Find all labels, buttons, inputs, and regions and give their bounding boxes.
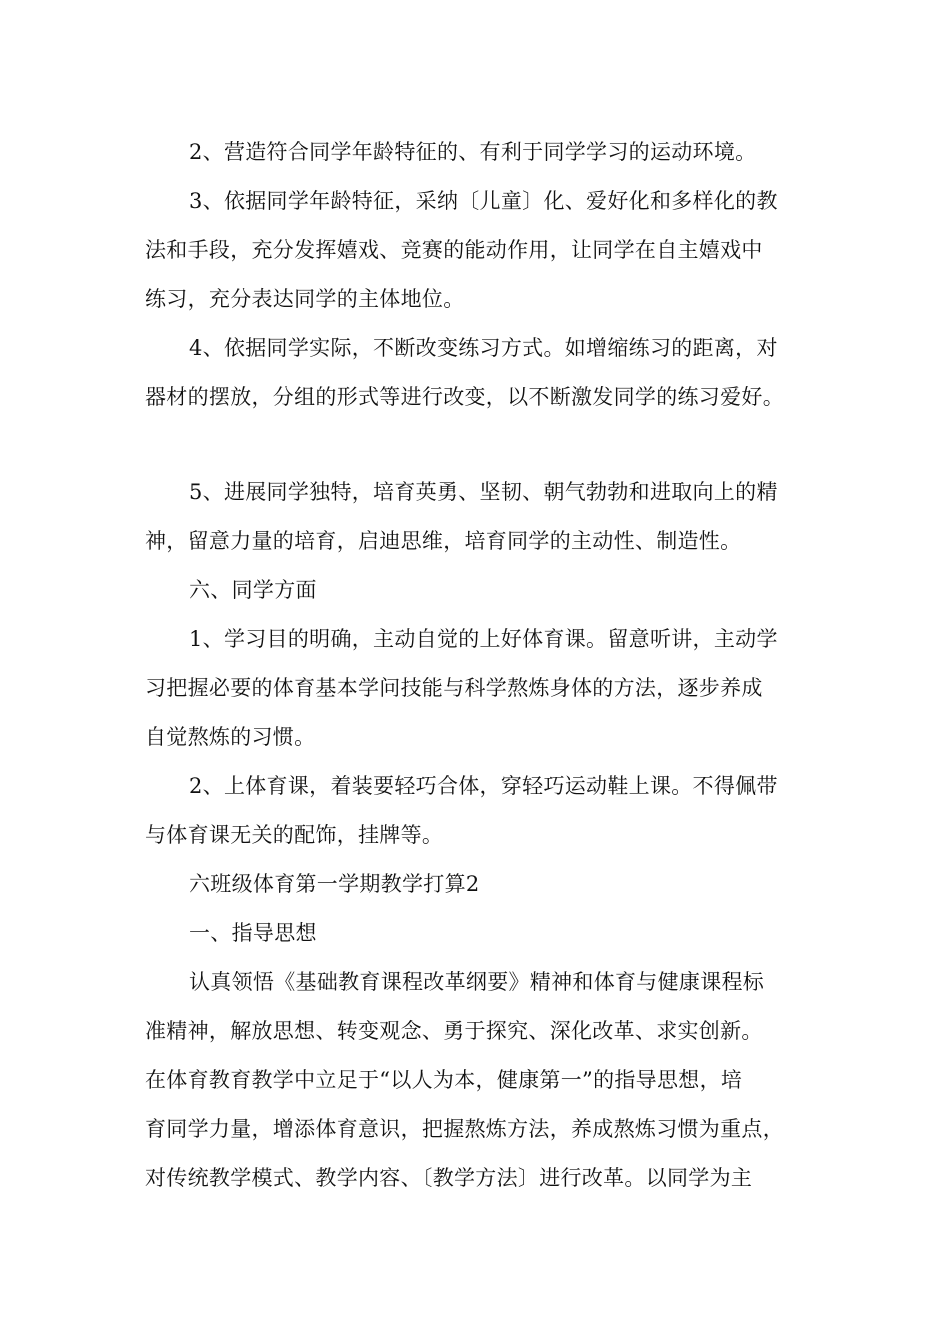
document-title: 六班级体育第一学期教学打算2 <box>189 872 480 896</box>
text-line: 育同学力量，增添体育意识，把握熬炼方法，养成熬炼习惯为重点， <box>145 1117 784 1141</box>
text-line: 对传统教学模式、教学内容、〔教学方法〕进行改革。以同学为主 <box>145 1166 753 1190</box>
paragraph-gap <box>145 422 811 468</box>
text-line: 5、进展同学独特，培育英勇、坚韧、朝气勃勃和进取向上的精 <box>189 480 778 504</box>
text-line: 练习，充分表达同学的主体地位。 <box>145 287 465 311</box>
text-line: 器材的摆放，分组的形式等进行改变，以不断激发同学的练习爱好。 <box>145 385 784 409</box>
text-line: 认真领悟《基础教育课程改革纲要》精神和体育与健康课程标 <box>189 970 765 994</box>
text-line: 习把握必要的体育基本学问技能与科学熬炼身体的方法，逐步养成 <box>145 676 763 700</box>
text-line: 2、上体育课，着装要轻巧合体，穿轻巧运动鞋上课。不得佩带 <box>189 774 778 798</box>
text-line: 4、依据同学实际，不断改变练习方式。如增缩练习的距离，对 <box>189 336 778 360</box>
text-line: 与体育课无关的配饰，挂牌等。 <box>145 823 444 847</box>
text-line: 3、依据同学年龄特征，采纳〔儿童〕化、爱好化和多样化的教 <box>189 189 778 213</box>
text-line: 1、学习目的明确，主动自觉的上好体育课。留意听讲，主动学 <box>189 627 778 651</box>
text-line: 法和手段，充分发挥嬉戏、竞赛的能动作用，让同学在自主嬉戏中 <box>145 238 763 262</box>
text-line: 自觉熬炼的习惯。 <box>145 725 316 749</box>
text-line: 准精神，解放思想、转变观念、勇于探究、深化改革、求实创新。 <box>145 1019 763 1043</box>
text-line: 在体育教育教学中立足于“以人为本，健康第一”的指导思想，培 <box>145 1068 743 1092</box>
section-heading: 一、指导思想 <box>189 921 317 945</box>
section-heading: 六、同学方面 <box>189 578 317 602</box>
text-line: 2、营造符合同学年龄特征的、有利于同学学习的运动环境。 <box>189 140 757 164</box>
text-line: 神，留意力量的培育，启迪思维，培育同学的主动性、制造性。 <box>145 529 742 553</box>
document-body <box>145 128 811 1203</box>
